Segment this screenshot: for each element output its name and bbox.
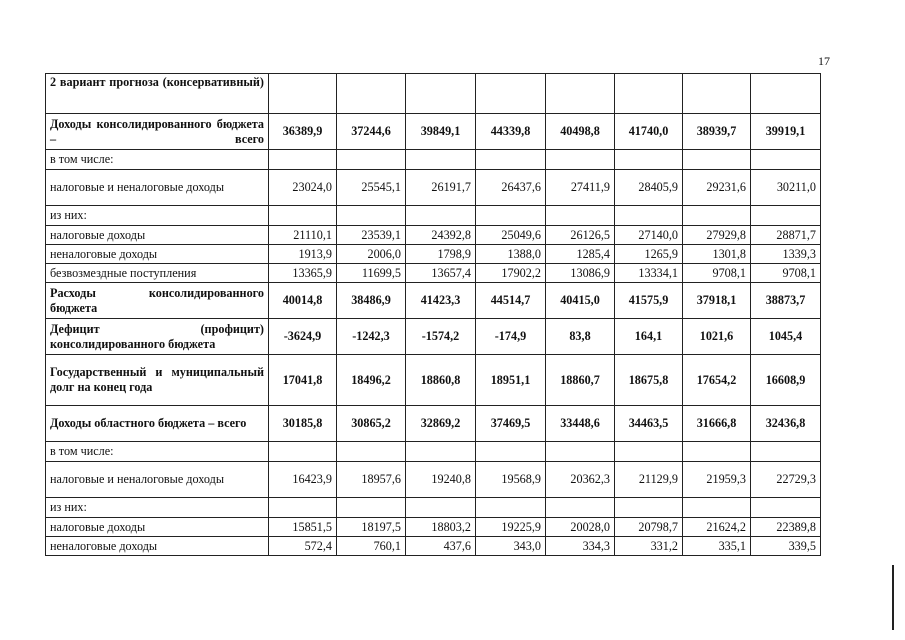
value-cell: 339,5 [751, 537, 821, 556]
value-cell: 18860,7 [546, 355, 615, 406]
value-cell: 32436,8 [751, 406, 821, 442]
value-cell: 1798,9 [406, 245, 476, 264]
value-cell: 11699,5 [337, 264, 406, 283]
value-cell: 38873,7 [751, 283, 821, 319]
budget-forecast-table [45, 73, 821, 556]
value-cell [337, 498, 406, 518]
table-row [46, 518, 821, 537]
row-label: из них: [46, 498, 269, 518]
value-cell: 13365,9 [269, 264, 337, 283]
row-label: в том числе: [46, 150, 269, 170]
value-cell [615, 74, 683, 114]
value-cell [546, 498, 615, 518]
value-cell: 20028,0 [546, 518, 615, 537]
value-cell: 39849,1 [406, 114, 476, 150]
value-cell: 335,1 [683, 537, 751, 556]
value-cell: 44514,7 [476, 283, 546, 319]
value-cell [406, 150, 476, 170]
value-cell: 28405,9 [615, 170, 683, 206]
table-row [46, 355, 821, 406]
value-cell [269, 442, 337, 462]
value-cell: 2006,0 [337, 245, 406, 264]
value-cell: 22389,8 [751, 518, 821, 537]
value-cell: 39919,1 [751, 114, 821, 150]
value-cell: 21624,2 [683, 518, 751, 537]
value-cell: 437,6 [406, 537, 476, 556]
value-cell [269, 74, 337, 114]
row-label: неналоговые доходы [46, 537, 269, 556]
value-cell: 18496,2 [337, 355, 406, 406]
value-cell [337, 442, 406, 462]
value-cell: 22729,3 [751, 462, 821, 498]
value-cell [751, 74, 821, 114]
value-cell: 18957,6 [337, 462, 406, 498]
value-cell: 26191,7 [406, 170, 476, 206]
value-cell: 17654,2 [683, 355, 751, 406]
value-cell: 41575,9 [615, 283, 683, 319]
value-cell: 9708,1 [683, 264, 751, 283]
value-cell [751, 498, 821, 518]
value-cell: 32869,2 [406, 406, 476, 442]
value-cell [615, 206, 683, 226]
value-cell: 18197,5 [337, 518, 406, 537]
value-cell: 19225,9 [476, 518, 546, 537]
value-cell: 13657,4 [406, 264, 476, 283]
value-cell [406, 206, 476, 226]
value-cell [615, 150, 683, 170]
value-cell: 760,1 [337, 537, 406, 556]
value-cell [615, 498, 683, 518]
value-cell: 23539,1 [337, 226, 406, 245]
row-label: налоговые доходы [46, 226, 269, 245]
value-cell [546, 74, 615, 114]
value-cell: 30211,0 [751, 170, 821, 206]
value-cell: 1339,3 [751, 245, 821, 264]
table-row [46, 462, 821, 498]
value-cell: 18860,8 [406, 355, 476, 406]
table-row [46, 264, 821, 283]
table-row [46, 283, 821, 319]
value-cell [546, 150, 615, 170]
value-cell [683, 442, 751, 462]
table-row [46, 537, 821, 556]
page-number: 17 [818, 54, 830, 68]
table-row [46, 245, 821, 264]
value-cell: 27929,8 [683, 226, 751, 245]
value-cell: 21959,3 [683, 462, 751, 498]
row-label: Расходы консолидированного бюджета [46, 283, 269, 319]
table-row [46, 170, 821, 206]
value-cell: 9708,1 [751, 264, 821, 283]
row-label: налоговые и неналоговые доходы [46, 170, 269, 206]
value-cell: 41423,3 [406, 283, 476, 319]
value-cell: 41740,0 [615, 114, 683, 150]
value-cell: 15851,5 [269, 518, 337, 537]
value-cell: 572,4 [269, 537, 337, 556]
value-cell [476, 150, 546, 170]
value-cell: 1913,9 [269, 245, 337, 264]
value-cell: 25049,6 [476, 226, 546, 245]
value-cell [406, 74, 476, 114]
value-cell: 37469,5 [476, 406, 546, 442]
value-cell: 331,2 [615, 537, 683, 556]
value-cell: 1045,4 [751, 319, 821, 355]
value-cell: 20362,3 [546, 462, 615, 498]
value-cell [683, 206, 751, 226]
value-cell: -3624,9 [269, 319, 337, 355]
table-row [46, 150, 821, 170]
value-cell [406, 442, 476, 462]
value-cell: 26126,5 [546, 226, 615, 245]
value-cell: 17902,2 [476, 264, 546, 283]
value-cell [751, 206, 821, 226]
value-cell: 20798,7 [615, 518, 683, 537]
value-cell [337, 74, 406, 114]
value-cell: 18675,8 [615, 355, 683, 406]
value-cell: 34463,5 [615, 406, 683, 442]
table-row [46, 442, 821, 462]
value-cell: 13086,9 [546, 264, 615, 283]
value-cell: 21129,9 [615, 462, 683, 498]
value-cell [546, 442, 615, 462]
value-cell: 13334,1 [615, 264, 683, 283]
value-cell: 40498,8 [546, 114, 615, 150]
value-cell: 24392,8 [406, 226, 476, 245]
value-cell: 164,1 [615, 319, 683, 355]
value-cell: 19568,9 [476, 462, 546, 498]
value-cell: 343,0 [476, 537, 546, 556]
value-cell: 27411,9 [546, 170, 615, 206]
row-label: Дефицит (профицит) консолидированного бюджета [46, 319, 269, 355]
row-label: налоговые доходы [46, 518, 269, 537]
value-cell: 1301,8 [683, 245, 751, 264]
value-cell: 37244,6 [337, 114, 406, 150]
value-cell: 30865,2 [337, 406, 406, 442]
value-cell: 29231,6 [683, 170, 751, 206]
row-label: налоговые и неналоговые доходы [46, 462, 269, 498]
value-cell: 36389,9 [269, 114, 337, 150]
value-cell [337, 206, 406, 226]
value-cell [751, 150, 821, 170]
scan-edge-mark [892, 565, 894, 630]
value-cell [615, 442, 683, 462]
row-label: неналоговые доходы [46, 245, 269, 264]
value-cell [476, 442, 546, 462]
value-cell [476, 74, 546, 114]
value-cell: 44339,8 [476, 114, 546, 150]
value-cell: 21110,1 [269, 226, 337, 245]
value-cell [683, 150, 751, 170]
row-label: безвозмездные поступления [46, 264, 269, 283]
value-cell [269, 150, 337, 170]
table-row [46, 114, 821, 150]
table-row [46, 406, 821, 442]
value-cell: -174,9 [476, 319, 546, 355]
value-cell [269, 498, 337, 518]
value-cell: 17041,8 [269, 355, 337, 406]
value-cell: 37918,1 [683, 283, 751, 319]
value-cell: 38486,9 [337, 283, 406, 319]
row-label: Доходы областного бюджета – всего [46, 406, 269, 442]
value-cell: 33448,6 [546, 406, 615, 442]
table-body [46, 74, 821, 556]
value-cell: 16423,9 [269, 462, 337, 498]
value-cell: 16608,9 [751, 355, 821, 406]
value-cell: 83,8 [546, 319, 615, 355]
table-row [46, 319, 821, 355]
table-row [46, 498, 821, 518]
value-cell: 23024,0 [269, 170, 337, 206]
row-label: в том числе: [46, 442, 269, 462]
value-cell [546, 206, 615, 226]
value-cell [751, 442, 821, 462]
row-label: Доходы консолидированного бюджета – всего [46, 114, 269, 150]
value-cell: 26437,6 [476, 170, 546, 206]
value-cell: 31666,8 [683, 406, 751, 442]
value-cell: 40415,0 [546, 283, 615, 319]
value-cell: 18803,2 [406, 518, 476, 537]
value-cell: 40014,8 [269, 283, 337, 319]
value-cell: -1574,2 [406, 319, 476, 355]
value-cell [683, 74, 751, 114]
value-cell: 1265,9 [615, 245, 683, 264]
value-cell: 19240,8 [406, 462, 476, 498]
value-cell [269, 206, 337, 226]
value-cell [683, 498, 751, 518]
table-row [46, 226, 821, 245]
value-cell: 28871,7 [751, 226, 821, 245]
row-label: 2 вариант прогноза (консервативный) [46, 74, 269, 114]
value-cell: 38939,7 [683, 114, 751, 150]
table-row [46, 206, 821, 226]
row-label: из них: [46, 206, 269, 226]
value-cell: 18951,1 [476, 355, 546, 406]
value-cell: 25545,1 [337, 170, 406, 206]
value-cell [337, 150, 406, 170]
value-cell [406, 498, 476, 518]
table-row [46, 74, 821, 114]
row-label: Государственный и муниципальный долг на конец года [46, 355, 269, 406]
value-cell: 30185,8 [269, 406, 337, 442]
value-cell: -1242,3 [337, 319, 406, 355]
value-cell [476, 206, 546, 226]
value-cell: 1285,4 [546, 245, 615, 264]
value-cell: 1388,0 [476, 245, 546, 264]
value-cell: 1021,6 [683, 319, 751, 355]
value-cell [476, 498, 546, 518]
value-cell: 27140,0 [615, 226, 683, 245]
value-cell: 334,3 [546, 537, 615, 556]
